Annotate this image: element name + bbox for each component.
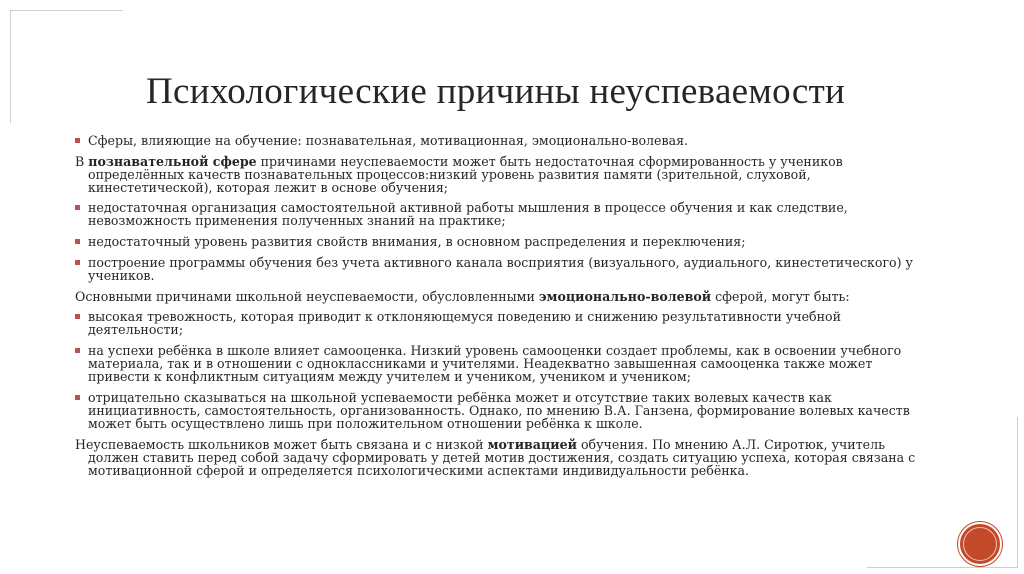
slide-nav-circle-button[interactable] <box>958 522 1002 566</box>
bold-term-emotional: эмоционально-волевой <box>538 289 712 304</box>
bullet-text: недостаточная организация самостоятельной активной работы мышления в процессе обучения и как следствие, невозможность применения полученных знаний на практике; <box>88 200 848 228</box>
bullet-marker <box>75 348 80 353</box>
bullet-text: Сферы, влияющие на обучение: познавательная, мотивационная, эмоционально-волевая. <box>88 133 689 148</box>
bold-term-motivation: мотивацией <box>487 437 577 452</box>
bullet-text: построение программы обучения без учета активного канала восприятия (визуального, аудиального, кинестетического) у учеников. <box>88 255 913 283</box>
bullet-marker <box>75 239 80 244</box>
list-item <box>75 256 935 282</box>
paragraph-text: обучения. По мнению А.Л. Сиротюк, учитель <box>576 437 885 452</box>
paragraph-continuation: определённых качеств познавательных процессов:низкий уровень развития памяти (зрительной, слуховой, кинестетической), которая лежит в основе обучения; <box>88 167 811 195</box>
paragraph-text: сферой, могут быть: <box>711 289 850 304</box>
bullet-text: на успехи ребёнка в школе влияет самооценка. Низкий уровень самооценки создает проблемы, как в освоении учебного материала, так и в отношении с одноклассниками и учителями. Неадекватно завышенная самооценка также может привести к конфликтным ситуациям между учителем и учеником, учеником и учеником; <box>88 343 902 384</box>
paragraph-text: Неуспеваемость школьников может быть связана и с низкой <box>75 437 488 452</box>
list-item <box>75 235 935 248</box>
bullet-marker <box>75 138 80 143</box>
bullet-marker <box>75 260 80 265</box>
paragraph-continuation: должен ставить перед собой задачу сформировать у детей мотив достижения, создать ситуацию успеха, которая связана с мотивационной сферой и определяется психологическими аспектами индивидуальности ребёнка. <box>88 450 916 478</box>
paragraph-text: причинами неуспеваемости может быть недостаточная сформированность у учеников <box>256 154 843 169</box>
list-item <box>75 391 935 430</box>
slide-content <box>75 134 935 484</box>
bullet-text: недостаточный уровень развития свойств внимания, в основном распределения и переключения; <box>88 234 746 249</box>
cognitive-paragraph <box>75 155 935 194</box>
slide-title: Психологические причины неуспеваемости <box>146 71 846 112</box>
paragraph-text: В <box>75 154 89 169</box>
motivation-paragraph <box>75 438 935 477</box>
list-item <box>75 344 935 383</box>
circle-ring-icon <box>963 527 997 561</box>
bullet-marker <box>75 205 80 210</box>
paragraph-text: Основными причинами школьной неуспеваемости, обусловленными <box>75 289 539 304</box>
corner-decoration-top-left <box>10 10 123 123</box>
emotional-paragraph <box>75 290 935 303</box>
bullet-text: высокая тревожность, которая приводит к отклоняющемуся поведению и снижению результативности учебной деятельности; <box>88 309 842 337</box>
bullet-text: отрицательно сказываться на школьной успеваемости ребёнка может и отсутствие таких волевых качеств как инициативность, самостоятельность, организованность. Однако, по мнению В.А. Ганзена, формирование волевых качеств может быть осуществлено лишь при положительном отношении ребёнка к школе. <box>88 390 910 431</box>
bullet-marker <box>75 314 80 319</box>
bold-term-cognitive: познавательной сфере <box>88 154 257 169</box>
list-item <box>75 310 935 336</box>
intro-bullet <box>75 134 935 147</box>
list-item <box>75 201 935 227</box>
bullet-marker <box>75 395 80 400</box>
